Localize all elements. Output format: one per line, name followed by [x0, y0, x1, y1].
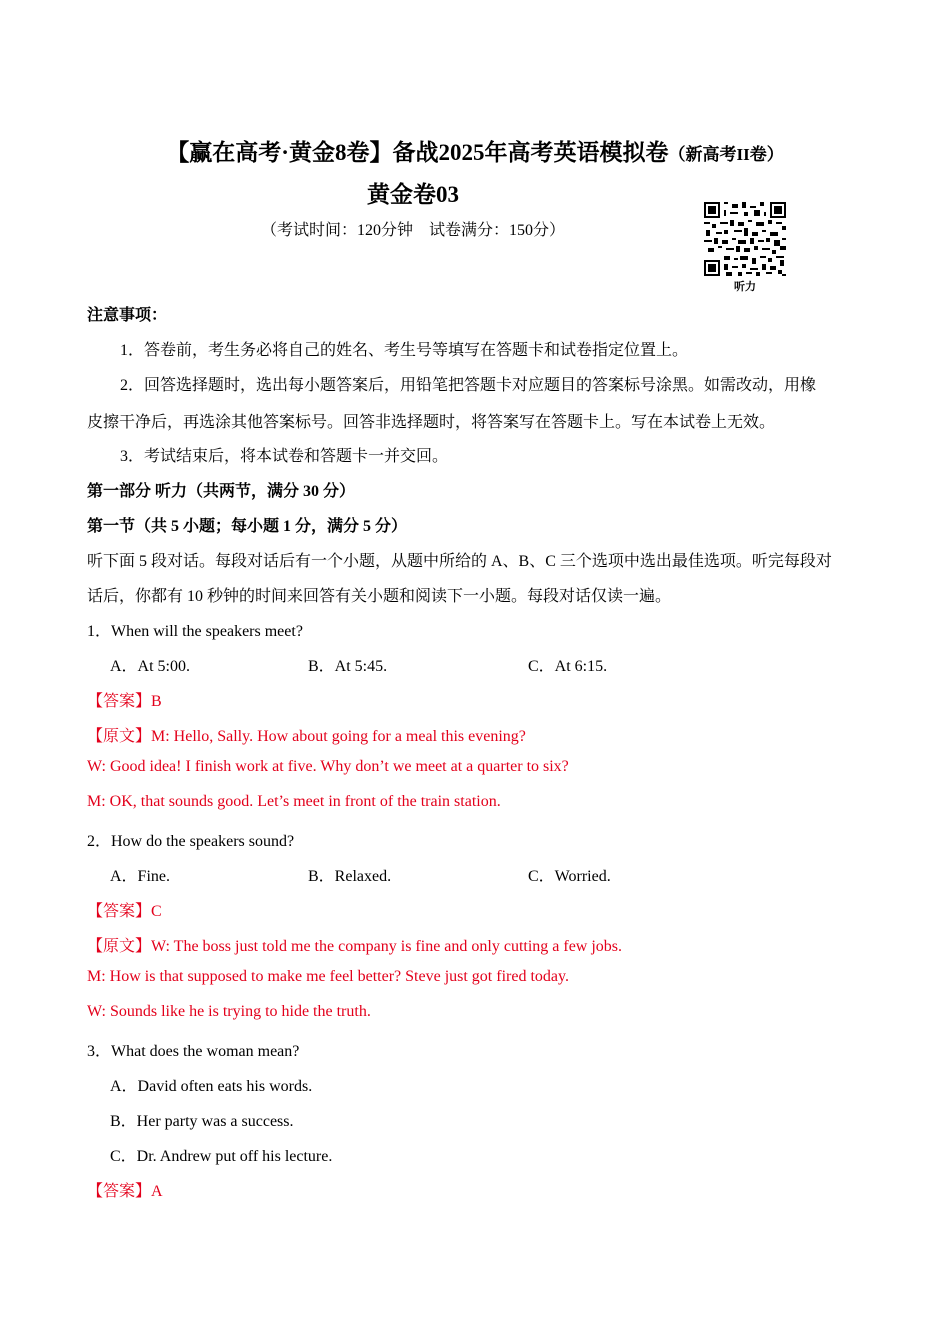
- question-2-transcript-1: 【原文】W: The boss just told me the company is fine and only cutting a few jobs.: [87, 938, 623, 955]
- question-2-transcript-2: M: How is that supposed to make me feel better? Steve just got fired today.: [87, 968, 569, 985]
- question-1-transcript-1: 【原文】M: Hello, Sally. How about going for a meal this evening?: [87, 728, 526, 745]
- exam-subtitle: 黄金卷03: [367, 182, 459, 207]
- question-3-answer: 【答案】A: [87, 1183, 163, 1200]
- question-3-option-c: C．Dr. Andrew put off his lecture.: [110, 1148, 333, 1165]
- question-2-transcript-3: W: Sounds like he is trying to hide the truth.: [87, 1003, 371, 1020]
- question-2-stem: 2．How do the speakers sound?: [87, 833, 295, 850]
- notes-item-1: 1．答卷前，考生务必将自己的姓名、考生号等填写在答题卡和试卷指定位置上。: [120, 342, 689, 359]
- exam-title: [0, 134, 950, 167]
- notes-item-2-line-2: 皮擦干净后，再选涂其他答案标号。回答非选择题时，将答案写在答题卡上。写在本试卷上无效。: [87, 414, 776, 431]
- question-3-option-b: B．Her party was a success.: [110, 1113, 294, 1130]
- question-2-option-a: A．Fine.: [110, 868, 171, 885]
- exam-info: （考试时间：120分钟 试卷满分：150分）: [260, 222, 565, 239]
- question-1-option-b: B．At 5:45.: [308, 658, 388, 675]
- instructions-line-1: 听下面 5 段对话。每段对话后有一个小题，从题中所给的 A、B、C 三个选项中选出最佳选项。听完每段对: [87, 553, 832, 570]
- exam-title-suffix: （新高考II卷）: [668, 145, 784, 164]
- section1-heading: 第一节（共 5 小题；每小题 1 分，满分 5 分）: [87, 518, 408, 535]
- question-1-option-a: A．At 5:00.: [110, 658, 191, 675]
- notes-item-2-line-1: 2．回答选择题时，选出每小题答案后，用铅笔把答题卡对应题目的答案标号涂黑。如需改动，用橡: [120, 377, 817, 394]
- question-3-option-a: A．David often eats his words.: [110, 1078, 313, 1095]
- question-1-answer: 【答案】B: [87, 693, 162, 710]
- qr-label: 听力: [734, 281, 756, 293]
- part1-heading: 第一部分 听力（共两节，满分 30 分）: [87, 483, 356, 500]
- instructions-line-2: 话后，你都有 10 秒钟的时间来回答有关小题和阅读下一小题。每段对话仅读一遍。: [87, 588, 672, 605]
- question-2-option-b: B．Relaxed.: [308, 868, 392, 885]
- exam-title-main: 【赢在高考·黄金8卷】备战2025年高考英语模拟卷: [166, 140, 669, 165]
- notes-heading: 注意事项：: [87, 307, 168, 324]
- question-2-option-c: C．Worried.: [528, 868, 611, 885]
- question-1-option-c: C．At 6:15.: [528, 658, 608, 675]
- question-1-transcript-3: M: OK, that sounds good. Let’s meet in front of the train station.: [87, 793, 501, 810]
- question-2-answer: 【答案】C: [87, 903, 162, 920]
- qr-code-image[interactable]: [704, 202, 786, 276]
- question-1-stem: 1．When will the speakers meet?: [87, 623, 303, 640]
- notes-item-3: 3．考试结束后，将本试卷和答题卡一并交回。: [120, 448, 449, 465]
- question-1-transcript-2: W: Good idea! I finish work at five. Why don’t we meet at a quarter to six?: [87, 758, 569, 775]
- question-3-stem: 3．What does the woman mean?: [87, 1043, 300, 1060]
